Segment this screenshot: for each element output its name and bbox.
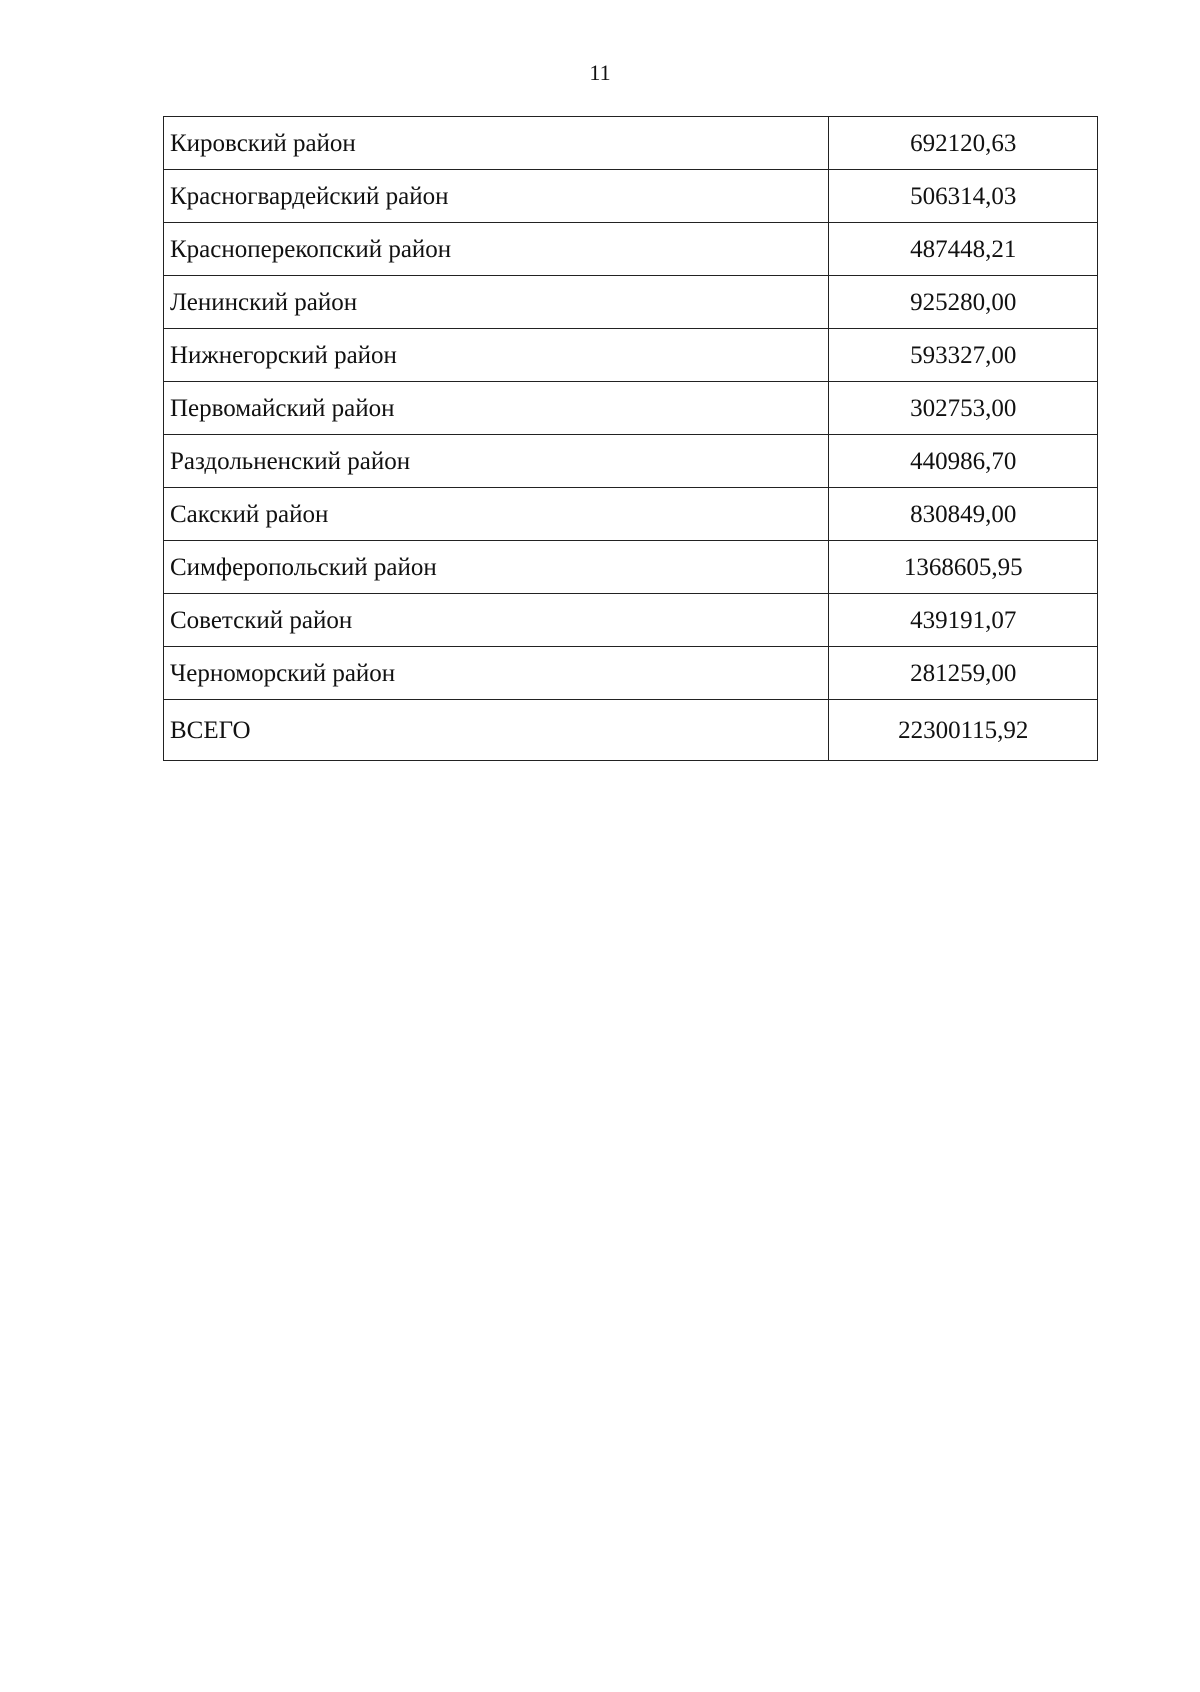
table-row <box>164 329 1098 382</box>
district-name: Сакский район <box>164 488 829 541</box>
district-value: 506314,03 <box>829 170 1098 223</box>
district-name: Первомайский район <box>164 382 829 435</box>
district-value: 439191,07 <box>829 594 1098 647</box>
page-number: 11 <box>589 60 611 85</box>
total-value: 22300115,92 <box>829 700 1098 761</box>
district-value: 281259,00 <box>829 647 1098 700</box>
district-name: Ленинский район <box>164 276 829 329</box>
table-row <box>164 435 1098 488</box>
table-row <box>164 488 1098 541</box>
district-value: 440986,70 <box>829 435 1098 488</box>
total-label: ВСЕГО <box>164 700 829 761</box>
district-name: Советский район <box>164 594 829 647</box>
district-name: Симферопольский район <box>164 541 829 594</box>
district-name: Красногвардейский район <box>164 170 829 223</box>
table-row <box>164 382 1098 435</box>
district-value: 925280,00 <box>829 276 1098 329</box>
district-name: Черноморский район <box>164 647 829 700</box>
table-row <box>164 276 1098 329</box>
table-row <box>164 594 1098 647</box>
table-row <box>164 117 1098 170</box>
district-name: Красноперекопский район <box>164 223 829 276</box>
district-value: 830849,00 <box>829 488 1098 541</box>
district-value: 302753,00 <box>829 382 1098 435</box>
district-value: 593327,00 <box>829 329 1098 382</box>
district-name: Нижнегорский район <box>164 329 829 382</box>
table-row <box>164 647 1098 700</box>
total-row <box>164 700 1098 761</box>
district-table <box>163 116 1098 761</box>
table-row <box>164 170 1098 223</box>
district-name: Раздольненский район <box>164 435 829 488</box>
table-row <box>164 541 1098 594</box>
district-value: 1368605,95 <box>829 541 1098 594</box>
district-name: Кировский район <box>164 117 829 170</box>
district-value: 692120,63 <box>829 117 1098 170</box>
district-value: 487448,21 <box>829 223 1098 276</box>
table-row <box>164 223 1098 276</box>
